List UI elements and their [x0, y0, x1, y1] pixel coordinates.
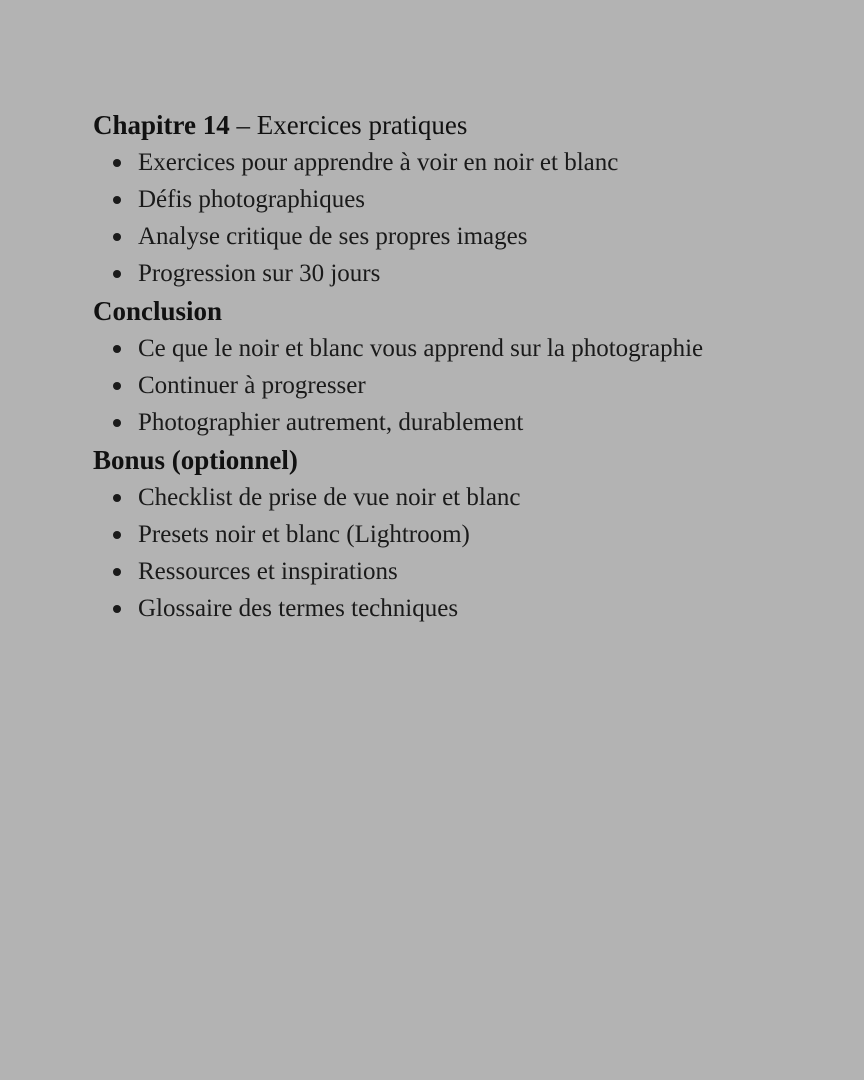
section-heading [93, 106, 824, 144]
section-heading [93, 441, 824, 479]
section-heading-rest: – Exercices pratiques [229, 110, 468, 140]
list-item: Défis photographiques [93, 181, 824, 218]
section-chapitre-14 [93, 106, 824, 292]
list-item: Glossaire des termes techniques [93, 590, 824, 627]
list-item: Checklist de prise de vue noir et blanc [93, 479, 824, 516]
bullet-list [93, 330, 824, 441]
list-item: Photographier autrement, durablement [93, 404, 824, 441]
list-item: Ressources et inspirations [93, 553, 824, 590]
bullet-list [93, 144, 824, 292]
section-heading-bold: Bonus (optionnel) [93, 445, 298, 475]
section-heading [93, 292, 824, 330]
list-item: Continuer à progresser [93, 367, 824, 404]
bullet-list [93, 479, 824, 627]
section-heading-bold: Conclusion [93, 296, 223, 326]
list-item: Presets noir et blanc (Lightroom) [93, 516, 824, 553]
section-conclusion [93, 292, 824, 441]
list-item: Ce que le noir et blanc vous apprend sur la photographie [93, 330, 824, 367]
list-item: Exercices pour apprendre à voir en noir et blanc [93, 144, 824, 181]
section-heading-bold: Chapitre 14 [93, 110, 230, 140]
section-bonus [93, 441, 824, 627]
list-item: Analyse critique de ses propres images [93, 218, 824, 255]
list-item: Progression sur 30 jours [93, 255, 824, 292]
